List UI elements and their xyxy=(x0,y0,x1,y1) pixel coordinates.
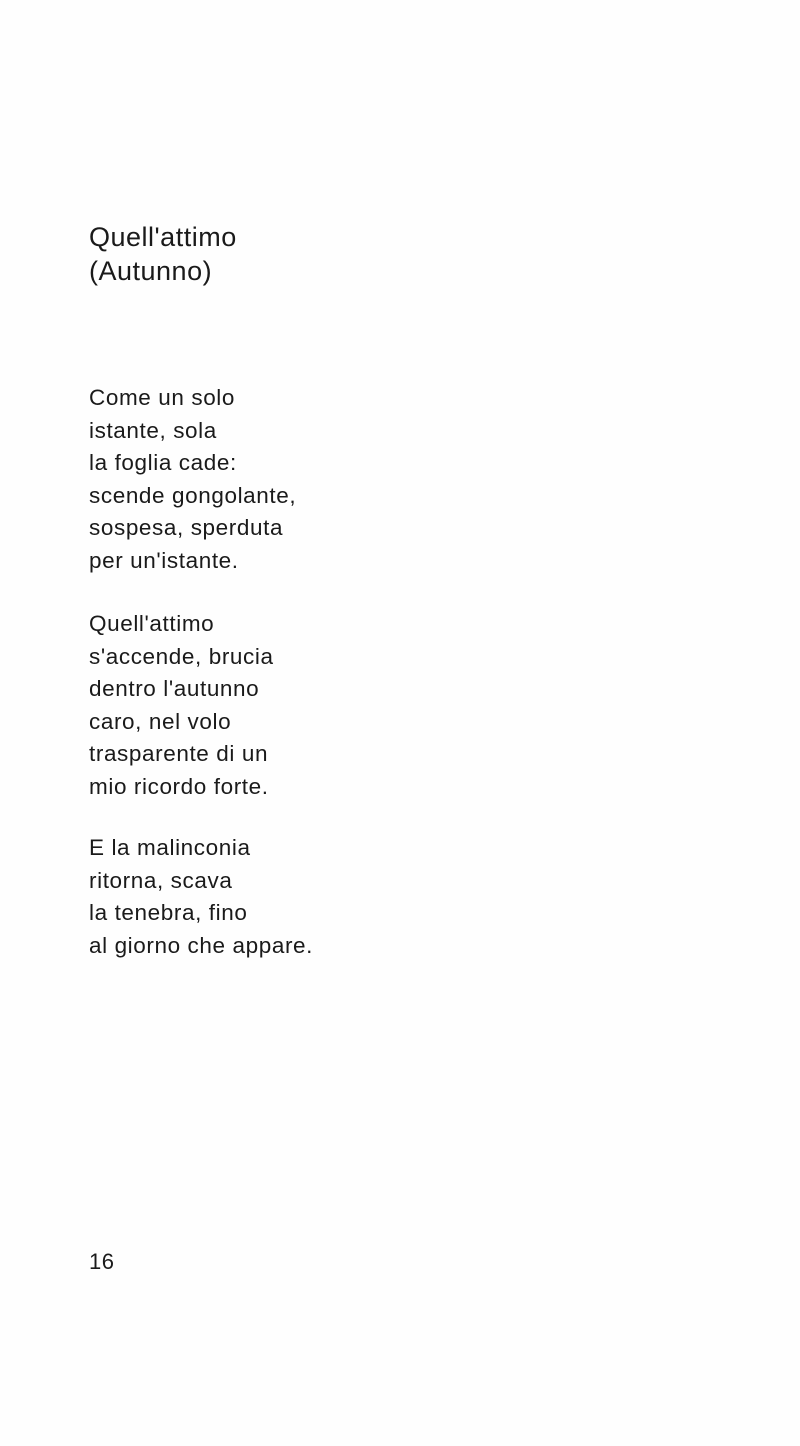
verse-line: al giorno che appare. xyxy=(89,932,313,958)
verse-line: trasparente di un xyxy=(89,741,269,766)
poem-title-main: Quell'attimo xyxy=(89,222,237,252)
verse-line: la foglia cade: xyxy=(89,450,237,475)
poem-title xyxy=(89,220,237,288)
verse-line: mio ricordo forte. xyxy=(89,773,269,799)
verse-line: Quell'attimo xyxy=(89,611,215,636)
verse-line: sospesa, sperduta xyxy=(89,515,284,540)
verse-line: per un'istante. xyxy=(89,547,239,573)
stanza-1 xyxy=(89,382,296,577)
stanza-3 xyxy=(89,832,313,962)
poem-subtitle: (Autunno) xyxy=(89,256,213,286)
stanza-2 xyxy=(89,608,274,803)
verse-line: scende gongolante, xyxy=(89,482,297,508)
page-number: 16 xyxy=(89,1249,115,1274)
verse-line: Come un solo xyxy=(89,385,236,410)
verse-line: caro, nel volo xyxy=(89,708,232,734)
verse-line: la tenebra, fino xyxy=(89,900,248,925)
verse-line: s'accende, brucia xyxy=(89,643,274,669)
verse-line: ritorna, scava xyxy=(89,867,233,893)
verse-line: E la malinconia xyxy=(89,835,251,860)
verse-line: istante, sola xyxy=(89,417,217,443)
verse-line: dentro l'autunno xyxy=(89,676,260,701)
